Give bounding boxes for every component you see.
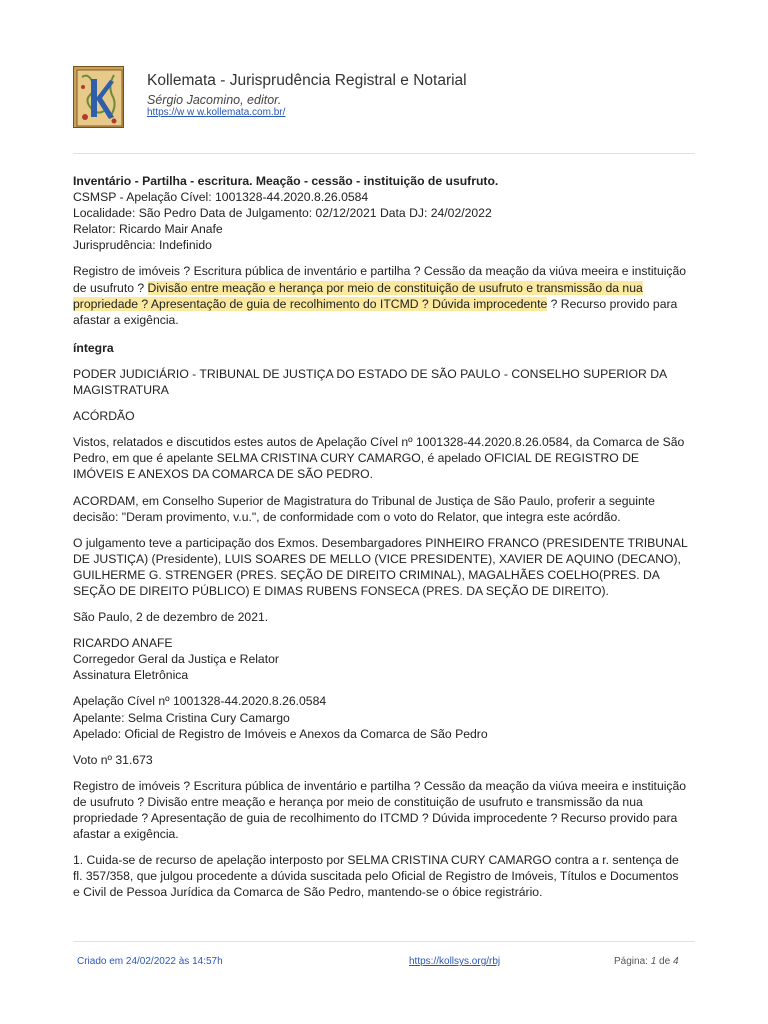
signer-signature: Assinatura Eletrônica xyxy=(73,668,189,683)
locality-line: Localidade: São Pedro Data de Julgamento: 02/12/2021 Data DJ: 24/02/2022 xyxy=(73,206,492,221)
court-line: CSMSP - Apelação Cível: 1001328-44.2020.8.26.0584 xyxy=(73,190,369,205)
kollemata-logo xyxy=(73,66,124,128)
site-title: Kollemata - Jurisprudência Registral e Notarial xyxy=(147,72,467,89)
acordam-paragraph: ACORDAM, em Conselho Superior de Magistratura do Tribunal de Justiça de São Paulo, proferir a seguinte decisão: "Deram provimento, v.u.", de conformidade com o voto do Relator, que integra este acórdão. xyxy=(73,493,655,524)
summary-after: ? Recurso provido para afastar a exigência. xyxy=(73,296,678,327)
julgamento-paragraph: O julgamento teve a participação dos Exmos. Desembargadores PINHEIRO FRANCO (PRESIDENTE TRIBUNAL DE JUSTIÇA) (Presidente), LUIS SOARES DE MELLO (VICE PRESIDENTE), XAVIER DE AQUINO (DECANO), GUILHERME G. STRENGER (PRES. SEÇÃO DE DIREITO CRIMINAL), MAGALHÃES COELHO(PRES. DA SEÇÃO DE DIREITO PÚBLICO) E DIMAS RUBENS FONSECA (PRES. DA SEÇÃO DE DIREITO). xyxy=(73,535,688,598)
signer-name: RICARDO ANAFE xyxy=(73,636,173,651)
document-body xyxy=(73,173,688,900)
integra-heading: íntegra xyxy=(73,340,114,355)
appellant-line: Apelante: Selma Cristina Cury Camargo xyxy=(73,710,290,725)
summary-paragraph xyxy=(73,263,688,327)
header-divider xyxy=(73,153,695,154)
site-url-link[interactable]: https://w w w.kollemata.com.br/ xyxy=(147,107,286,118)
vistos-paragraph: Vistos, relatados e discutidos estes autos de Apelação Cível nº 1001328-44.2020.8.26.0584, da Comarca de São Pedro, em que é apelante SELMA CRISTINA CURY CAMARGO, é apelado OFICIAL DE REGISTRO DE IMÓVEIS E ANEXOS DA COMARCA DE SÃO PEDRO. xyxy=(73,435,685,482)
item-1-paragraph: 1. Cuida-se de recurso de apelação interposto por SELMA CRISTINA CURY CAMARGO contra a r. sentença de fl. 357/358, que julgou procedente a dúvida suscitada pelo Oficial de Registro de Imóveis, Títulos e Documentos e Civil de Pessoa Jurídica da Comarca de São Pedro, mantendo-se o óbice registrário. xyxy=(73,853,679,900)
page-label: Página: xyxy=(614,956,648,967)
summary-repeat: Registro de imóveis ? Escritura pública de inventário e partilha ? Cessão da meação da viúva meeira e instituição de usufruto ? Divisão entre meação e herança por meio de constituição de usufruto e transmissão da nua propriedade ? Apresentação de guia de recolhimento do ITCMD ? Dúvida improcedente ? Recurso provido para afastar a exigência. xyxy=(73,778,687,842)
jurisprudence-line: Jurisprudência: Indefinido xyxy=(73,238,212,253)
footer-divider xyxy=(73,941,695,942)
date-line: São Paulo, 2 de dezembro de 2021. xyxy=(73,610,269,625)
rapporteur-line: Relator: Ricardo Mair Anafe xyxy=(73,222,223,237)
page-current: 1 xyxy=(650,956,657,967)
appeal-number: Apelação Cível nº 1001328-44.2020.8.26.0584 xyxy=(73,694,327,709)
footer-link[interactable]: https://kollsys.org/rbj xyxy=(409,956,501,967)
document-title: Inventário - Partilha - escritura. Meação - cessão - instituição de usufruto. xyxy=(73,174,499,188)
vote-number: Voto nº 31.673 xyxy=(73,752,153,767)
court-header: PODER JUDICIÁRIO - TRIBUNAL DE JUSTIÇA DO ESTADO DE SÃO PAULO - CONSELHO SUPERIOR DA MAGISTRATURA xyxy=(73,366,667,398)
appellee-line: Apelado: Oficial de Registro de Imóveis e Anexos da Comarca de São Pedro xyxy=(73,726,488,741)
created-timestamp: Criado em 24/02/2022 às 14:57h xyxy=(77,956,223,967)
page-of: de xyxy=(659,956,671,967)
page-indicator xyxy=(614,956,679,967)
summary-before: Registro de imóveis ? Escritura pública de inventário e partilha ? Cessão da meação da viúva meeira e instituição de usufruto ? xyxy=(73,264,687,295)
site-editor: Sérgio Jacomino, editor. xyxy=(147,93,282,107)
signer-role: Corregedor Geral da Justiça e Relator xyxy=(73,652,279,667)
acordao-heading: ACÓRDÃO xyxy=(73,409,135,424)
summary-highlight: Divisão entre meação e herança por meio de constituição de usufruto e transmissão da nua propriedade ? Apresentação de guia de recolhimento do ITCMD ? Dúvida improcedente xyxy=(73,280,643,311)
page-total: 4 xyxy=(672,956,679,967)
